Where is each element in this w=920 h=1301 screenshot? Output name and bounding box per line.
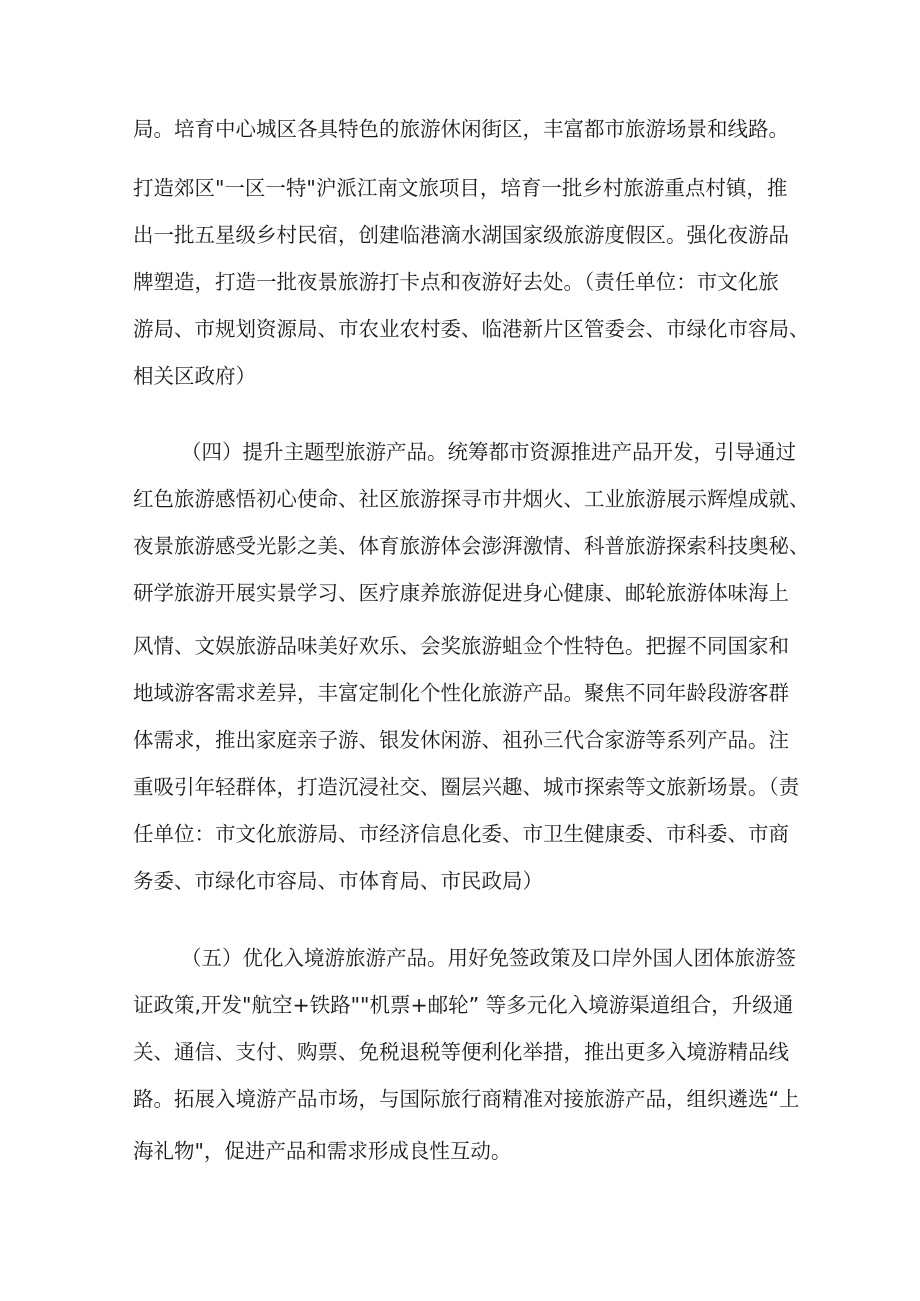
- text-line: 相关区政府）: [133, 364, 256, 388]
- text-line: 游局、市规划资源局、市农业农村委、临港新片区管委会、市绿化市容局、: [133, 317, 810, 341]
- text-line: 夜景旅游感受光影之美、体育旅游体会澎湃激情、科普旅游探索科技奥秘、: [133, 534, 810, 558]
- text-line: 地域游客需求差异，丰富定制化个性化旅游产品。聚焦不同年龄段游客群: [133, 681, 789, 705]
- text-line: 体需求，推出家庭亲子游、银发休闲游、祖孙三代合家游等系列产品。注: [133, 728, 789, 752]
- text-line: 风情、文娱旅游品味美好欢乐、会奖旅游蛆佥个性特色。把握不同国家和: [133, 634, 789, 658]
- text-line: 研学旅游开展实景学习、医疗康养旅游促进身心健康、邮轮旅游体味海上: [133, 581, 789, 605]
- text-line: 出一批五星级乡村民宿，创建临港滴水湖国家级旅游度假区。强化夜游品: [133, 223, 789, 247]
- text-line: 关、通信、支付、购票、免税退税等便利化举措，推出更多入境游精品线: [133, 1040, 789, 1064]
- text-line: 任单位：市文化旅游局、市经济信息化委、市卫生健康委、市科委、市商: [133, 822, 789, 846]
- text-line: 局。培育中心城区各具特色的旅游休闲街区，丰富都市旅游场景和线路。: [133, 117, 789, 141]
- text-line: 牌塑造，打造一批夜景旅游打卡点和夜游好去处。（责任单位：市文化旅: [133, 270, 779, 294]
- section-5-heading-line: （五）优化入境游旅游产品。用好免签政策及口岸外国人团体旅游签: [181, 946, 796, 970]
- text-line: 打造郊区"一区一特"沪派江南文旅项目，培育一批乡村旅游重点村镇，推: [133, 176, 788, 200]
- text-line: 路。拓展入境游产品市场，与国际旅行商精准对接旅游产品，组织遴选“上: [133, 1087, 800, 1111]
- text-line: 重吸引年轻群体，打造沉浸社交、圈层兴趣、城市探索等文旅新场景。（责: [133, 775, 800, 799]
- section-4-heading-line: （四）提升主题型旅游产品。统筹都市资源推进产品开发，引导通过: [181, 440, 796, 464]
- text-line: 务委、市绿化市容局、市体育局、市民政局）: [133, 869, 543, 893]
- text-line: 海礼物"，促进产品和需求形成良性互动。: [133, 1139, 512, 1163]
- text-line: 红色旅游感悟初心使命、社区旅游探寻市井烟火、工业旅游展示辉煌成就、: [133, 487, 810, 511]
- text-line: 证政策,开发"航空+铁路""机票+邮轮” 等多元化入境游渠道组合，升级通: [133, 993, 794, 1017]
